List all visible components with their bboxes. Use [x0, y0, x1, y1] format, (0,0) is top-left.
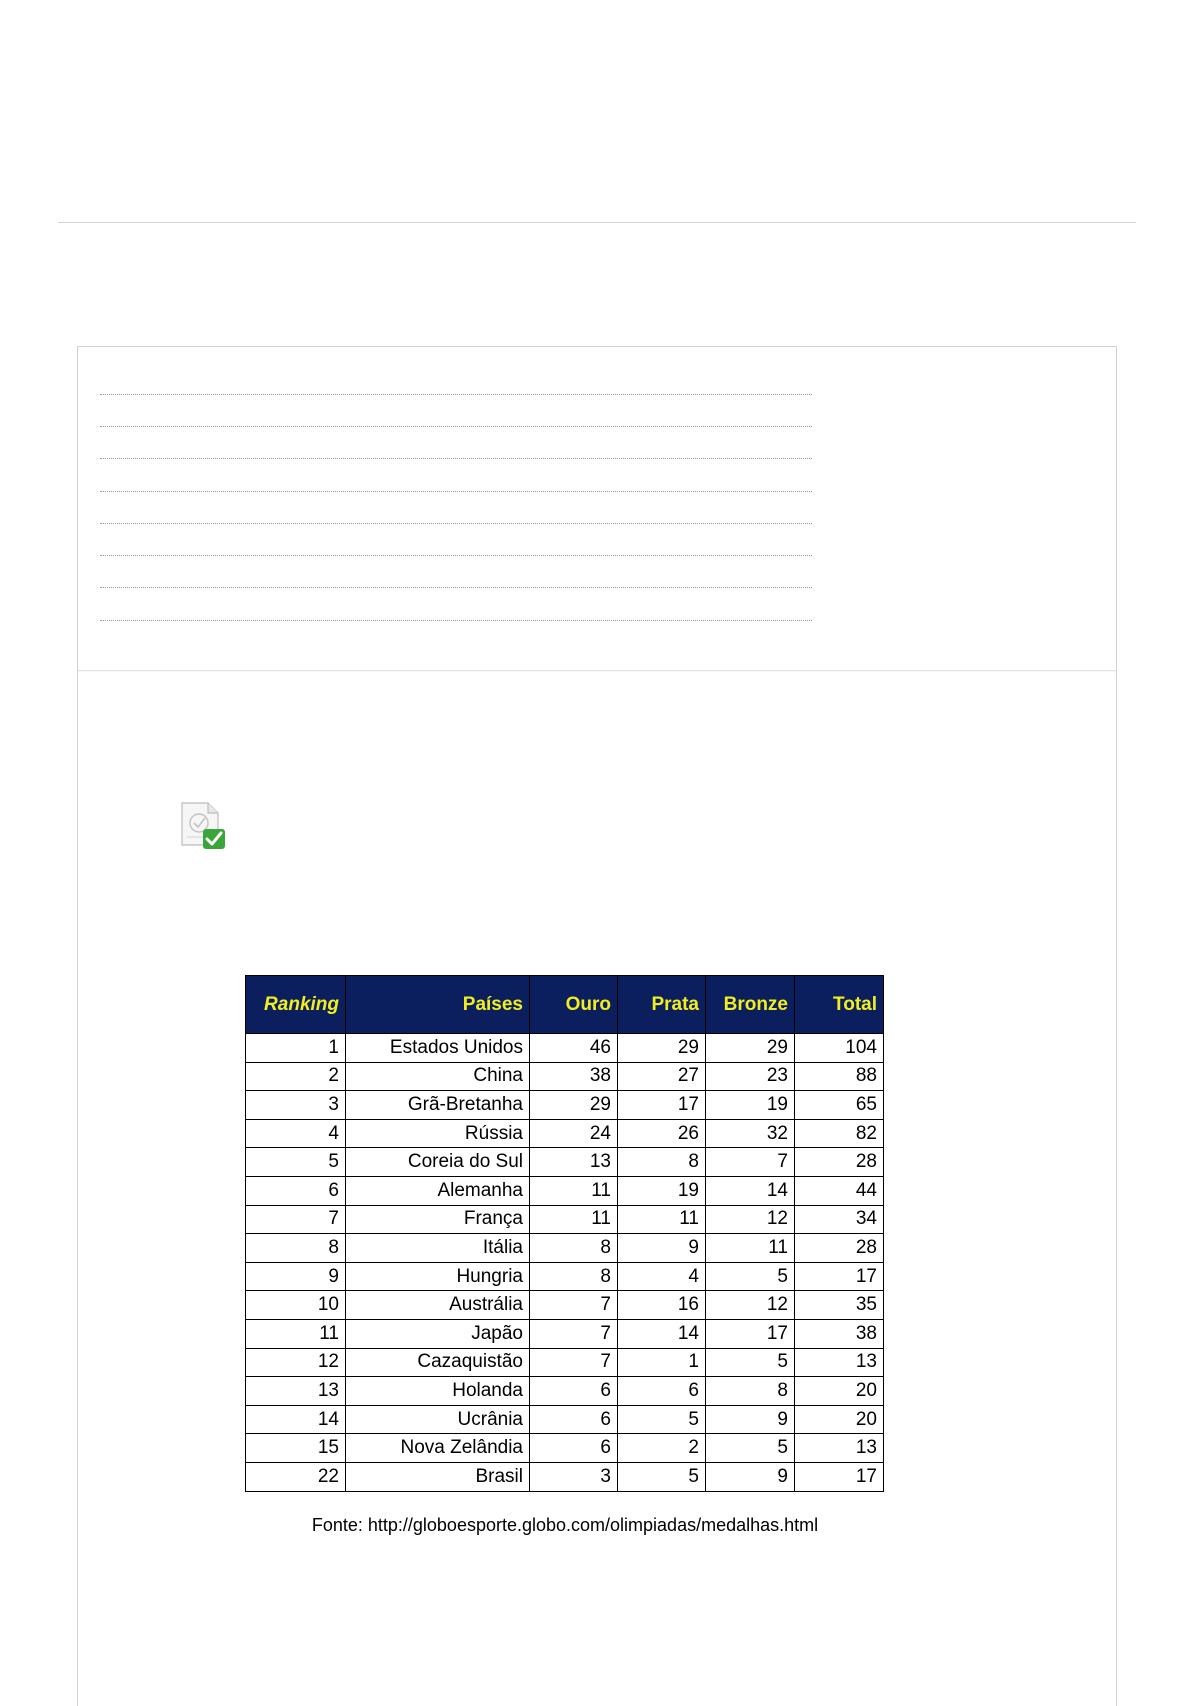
cell-bronze: 11: [706, 1234, 795, 1263]
cell-total: 17: [795, 1262, 884, 1291]
cell-total: 65: [795, 1091, 884, 1120]
table-row: [246, 1062, 884, 1091]
cell-bronze: 12: [706, 1205, 795, 1234]
cell-pais: Brasil: [346, 1462, 530, 1491]
cell-prata: 29: [618, 1034, 706, 1063]
table-row: [246, 1176, 884, 1205]
table-row: [246, 1119, 884, 1148]
cell-ranking: 22: [246, 1462, 346, 1491]
cell-ranking: 14: [246, 1405, 346, 1434]
cell-pais: Ucrânia: [346, 1405, 530, 1434]
answer-area[interactable]: [78, 347, 1116, 671]
header-ouro: Ouro: [530, 976, 618, 1034]
cell-total: 44: [795, 1176, 884, 1205]
header-prata: Prata: [618, 976, 706, 1034]
cell-ouro: 46: [530, 1034, 618, 1063]
cell-bronze: 9: [706, 1405, 795, 1434]
cell-ouro: 6: [530, 1377, 618, 1406]
cell-ouro: 7: [530, 1319, 618, 1348]
top-divider: [58, 222, 1136, 223]
source-caption: Fonte: http://globoesporte.globo.com/olimpiadas/medalhas.html: [311, 1515, 819, 1535]
cell-prata: 6: [618, 1377, 706, 1406]
cell-ouro: 8: [530, 1234, 618, 1263]
cell-ouro: 29: [530, 1091, 618, 1120]
cell-pais: Coreia do Sul: [346, 1148, 530, 1177]
cell-pais: Cazaquistão: [346, 1348, 530, 1377]
cell-pais: Estados Unidos: [346, 1034, 530, 1063]
cell-prata: 11: [618, 1205, 706, 1234]
cell-pais: Grã-Bretanha: [346, 1091, 530, 1120]
cell-ouro: 24: [530, 1119, 618, 1148]
cell-pais: Hungria: [346, 1262, 530, 1291]
cell-ranking: 4: [246, 1119, 346, 1148]
cell-bronze: 5: [706, 1262, 795, 1291]
cell-ranking: 2: [246, 1062, 346, 1091]
medal-table: [245, 975, 884, 1492]
cell-bronze: 5: [706, 1434, 795, 1463]
table-row: [246, 1348, 884, 1377]
cell-total: 13: [795, 1348, 884, 1377]
cell-prata: 17: [618, 1091, 706, 1120]
cell-ranking: 1: [246, 1034, 346, 1063]
cell-bronze: 29: [706, 1034, 795, 1063]
table-row: [246, 1262, 884, 1291]
cell-total: 28: [795, 1148, 884, 1177]
answer-line: [100, 587, 812, 588]
cell-bronze: 7: [706, 1148, 795, 1177]
table-row: [246, 1434, 884, 1463]
cell-prata: 5: [618, 1405, 706, 1434]
cell-ranking: 13: [246, 1377, 346, 1406]
cell-ouro: 11: [530, 1176, 618, 1205]
cell-ranking: 9: [246, 1262, 346, 1291]
cell-prata: 9: [618, 1234, 706, 1263]
cell-ranking: 15: [246, 1434, 346, 1463]
cell-pais: Nova Zelândia: [346, 1434, 530, 1463]
cell-ranking: 11: [246, 1319, 346, 1348]
cell-ouro: 8: [530, 1262, 618, 1291]
cell-total: 104: [795, 1034, 884, 1063]
cell-ouro: 7: [530, 1348, 618, 1377]
cell-ouro: 11: [530, 1205, 618, 1234]
cell-ranking: 8: [246, 1234, 346, 1263]
table-row: [246, 1377, 884, 1406]
cell-total: 88: [795, 1062, 884, 1091]
cell-pais: França: [346, 1205, 530, 1234]
cell-pais: China: [346, 1062, 530, 1091]
cell-bronze: 23: [706, 1062, 795, 1091]
cell-pais: Holanda: [346, 1377, 530, 1406]
cell-ouro: 6: [530, 1434, 618, 1463]
cell-prata: 19: [618, 1176, 706, 1205]
cell-bronze: 32: [706, 1119, 795, 1148]
table-row: [246, 1148, 884, 1177]
cell-total: 17: [795, 1462, 884, 1491]
cell-total: 28: [795, 1234, 884, 1263]
answer-line: [100, 426, 812, 427]
table-row: [246, 1405, 884, 1434]
cell-ouro: 3: [530, 1462, 618, 1491]
cell-ranking: 7: [246, 1205, 346, 1234]
cell-bronze: 17: [706, 1319, 795, 1348]
cell-bronze: 8: [706, 1377, 795, 1406]
cell-total: 20: [795, 1405, 884, 1434]
cell-prata: 16: [618, 1291, 706, 1320]
table-row: [246, 1091, 884, 1120]
cell-ranking: 12: [246, 1348, 346, 1377]
cell-bronze: 12: [706, 1291, 795, 1320]
cell-pais: Rússia: [346, 1119, 530, 1148]
cell-total: 20: [795, 1377, 884, 1406]
answer-line: [100, 458, 812, 459]
cell-ranking: 3: [246, 1091, 346, 1120]
cell-total: 82: [795, 1119, 884, 1148]
header-total: Total: [795, 976, 884, 1034]
document-check-icon: [178, 801, 230, 853]
cell-bronze: 5: [706, 1348, 795, 1377]
cell-ouro: 38: [530, 1062, 618, 1091]
cell-total: 35: [795, 1291, 884, 1320]
table-row: [246, 1319, 884, 1348]
cell-ouro: 13: [530, 1148, 618, 1177]
cell-prata: 5: [618, 1462, 706, 1491]
cell-prata: 26: [618, 1119, 706, 1148]
cell-total: 13: [795, 1434, 884, 1463]
table-row: [246, 1462, 884, 1491]
table-row: [246, 1291, 884, 1320]
answer-line: [100, 491, 812, 492]
cell-prata: 4: [618, 1262, 706, 1291]
table-header-row: [246, 976, 884, 1034]
header-ranking: Ranking: [246, 976, 346, 1034]
cell-ranking: 6: [246, 1176, 346, 1205]
cell-pais: Japão: [346, 1319, 530, 1348]
answer-line: [100, 394, 812, 395]
cell-prata: 1: [618, 1348, 706, 1377]
cell-pais: Alemanha: [346, 1176, 530, 1205]
cell-prata: 8: [618, 1148, 706, 1177]
cell-ouro: 6: [530, 1405, 618, 1434]
cell-ranking: 10: [246, 1291, 346, 1320]
answer-line: [100, 620, 812, 621]
cell-bronze: 19: [706, 1091, 795, 1120]
cell-bronze: 9: [706, 1462, 795, 1491]
header-bronze: Bronze: [706, 976, 795, 1034]
answer-line: [100, 555, 812, 556]
cell-prata: 27: [618, 1062, 706, 1091]
header-paises: Países: [346, 976, 530, 1034]
cell-ranking: 5: [246, 1148, 346, 1177]
cell-total: 34: [795, 1205, 884, 1234]
answer-line: [100, 523, 812, 524]
cell-bronze: 14: [706, 1176, 795, 1205]
table-row: [246, 1205, 884, 1234]
cell-prata: 2: [618, 1434, 706, 1463]
table-row: [246, 1034, 884, 1063]
cell-pais: Itália: [346, 1234, 530, 1263]
table-row: [246, 1234, 884, 1263]
cell-total: 38: [795, 1319, 884, 1348]
cell-pais: Austrália: [346, 1291, 530, 1320]
cell-prata: 14: [618, 1319, 706, 1348]
cell-ouro: 7: [530, 1291, 618, 1320]
